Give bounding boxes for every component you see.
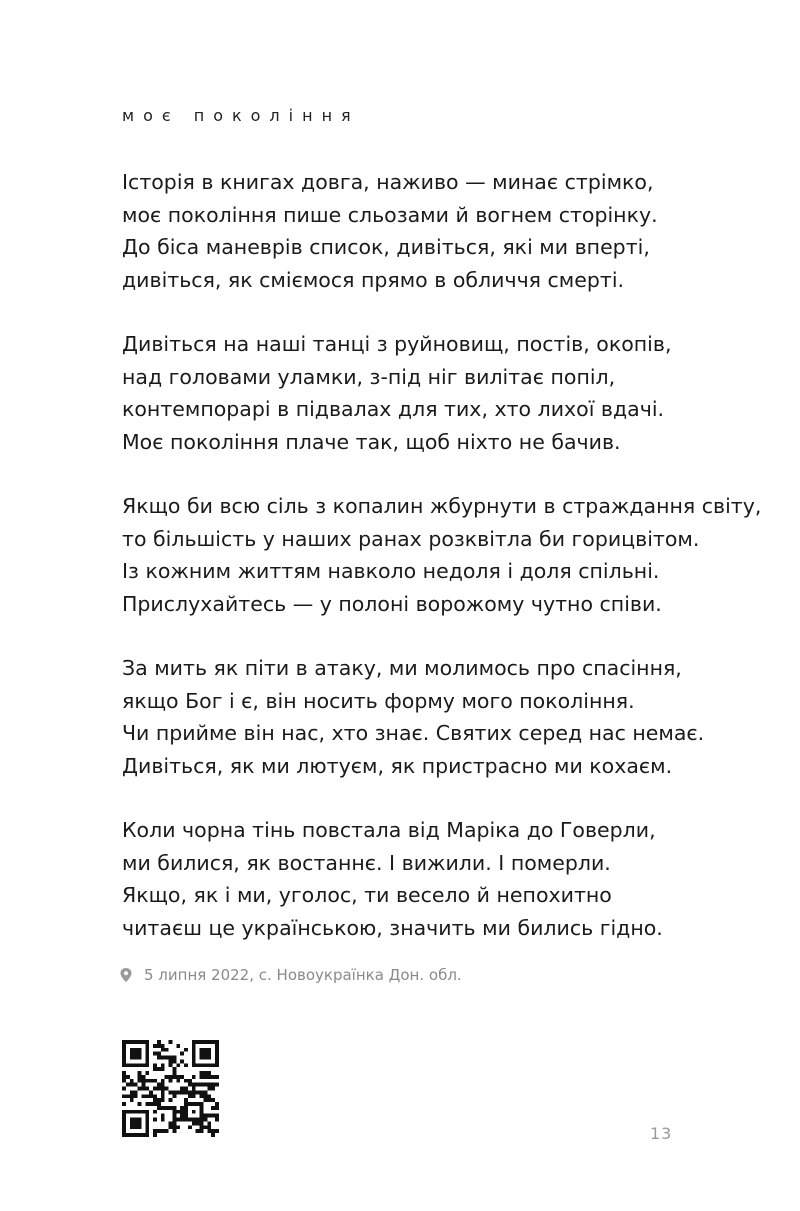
- poem-line: якщо Бог і є, він носить форму мого покоління.: [122, 688, 635, 713]
- poem-line: До біса маневрів список, дивіться, які ми вперті,: [122, 235, 650, 259]
- poem-line: Чи прийме він нас, хто знає. Святих серед нас немає.: [122, 721, 705, 745]
- stanza-2: [122, 328, 762, 458]
- poem-line: над головами уламки, з-під ніг вилітає попіл,: [122, 364, 616, 389]
- poem-line: Якщо, як і ми, уголос, ти весело й непохитно: [122, 883, 612, 907]
- stanza-1: [122, 166, 762, 296]
- date-location-text: 5 липня 2022, с. Новоукраїнка Дон. обл.: [144, 966, 462, 984]
- poem-line: ми билися, як востаннє. І вижили. І померли.: [122, 850, 611, 875]
- page-number: 13: [650, 1124, 673, 1143]
- poem-line: Із кожним життям навколо недоля і доля спільні.: [122, 559, 660, 583]
- poem-line: моє покоління пише сльозами й вогнем сторінку.: [122, 202, 658, 227]
- location-pin-icon: [120, 968, 132, 982]
- poem-body: [122, 166, 762, 976]
- poem-line: Історія в книгах довга, наживо — минає стрімко,: [122, 170, 654, 194]
- poem-line: Якщо би всю сіль з копалин жбурнути в страждання світу,: [122, 494, 762, 518]
- poem-line: За мить як піти в атаку, ми молимось про спасіння,: [122, 656, 682, 680]
- qr-code-icon[interactable]: [122, 1040, 219, 1137]
- date-location: [120, 966, 462, 984]
- stanza-3: [122, 490, 762, 620]
- poem-title: моє покоління: [122, 106, 360, 125]
- poem-line: контемпорарі в підвалах для тих, хто лихої вдачі.: [122, 397, 665, 421]
- poem-line: Прислухайтесь — у полоні ворожому чутно співи.: [122, 591, 662, 616]
- stanza-5: [122, 814, 762, 944]
- poem-line: Коли чорна тінь повстала від Маріка до Говерли,: [122, 818, 656, 842]
- poem-line: дивіться, як сміємося прямо в обличчя смерті.: [122, 267, 625, 292]
- poem-line: Дивіться на наші танці з руйновищ, постів, окопів,: [122, 332, 672, 356]
- poem-line: Дивіться, як ми лютуєм, як пристрасно ми кохаєм.: [122, 753, 673, 778]
- poem-line: читаєш це українською, значить ми бились гідно.: [122, 915, 663, 940]
- poem-line: то більшість у наших ранах розквітла би горицвітом.: [122, 526, 700, 551]
- poem-line: Моє покоління плаче так, щоб ніхто не бачив.: [122, 429, 621, 454]
- stanza-4: [122, 652, 762, 782]
